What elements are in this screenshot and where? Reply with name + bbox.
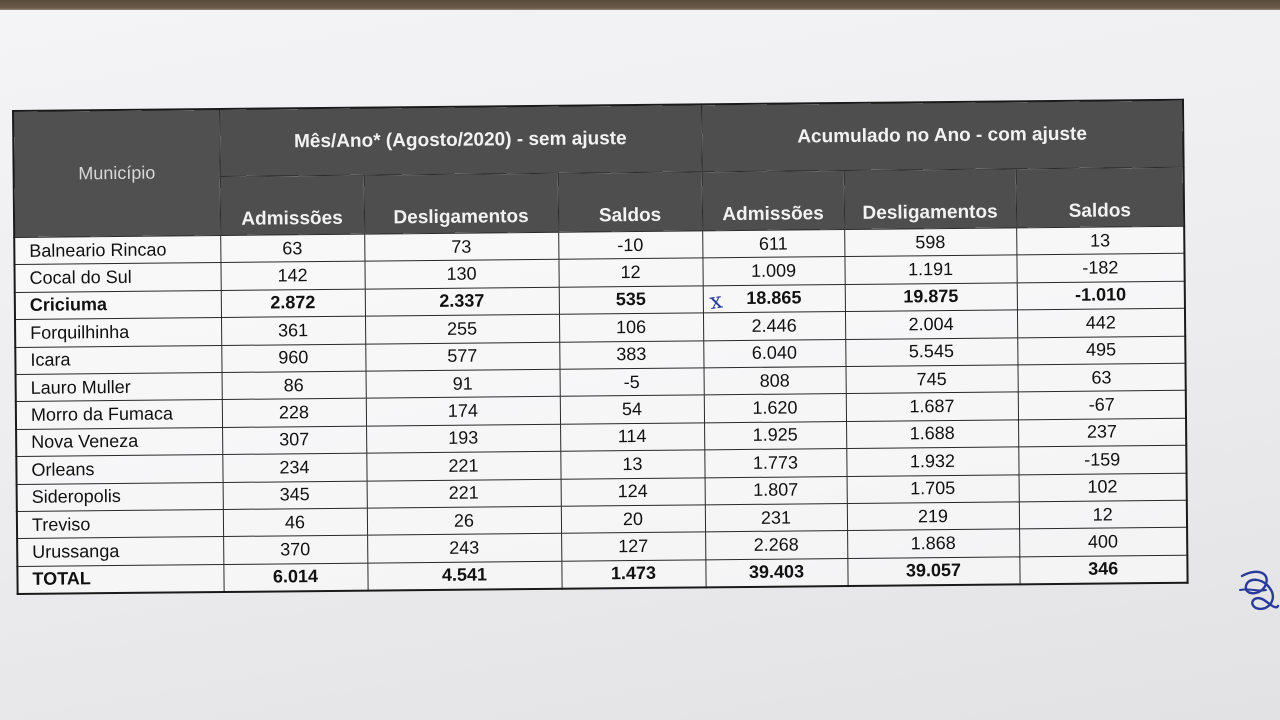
cell-municipio: Icara <box>15 345 221 374</box>
employment-table <box>12 99 1189 595</box>
cell-value: 54 <box>560 395 704 424</box>
cell-value: 4.541 <box>367 561 561 591</box>
cell-value: 12 <box>1019 500 1187 529</box>
cell-value: 91 <box>366 369 560 398</box>
cell-value: 307 <box>222 426 366 455</box>
cell-municipio: Forquilhinha <box>15 318 221 347</box>
cell-value: 1.773 <box>704 449 846 478</box>
cell-value: 345 <box>223 481 367 510</box>
cell-value: 39.403 <box>705 558 847 587</box>
cell-municipio: Balneario Rincao <box>14 236 220 265</box>
header-desligamentos-month: Desligamentos <box>364 173 559 234</box>
cell-value: 1.191 <box>844 255 1016 284</box>
cell-value: 6.040 <box>703 339 845 368</box>
cell-value: 13 <box>1016 226 1184 255</box>
cell-value: 1.473 <box>561 560 705 589</box>
cell-value: 174 <box>366 397 560 426</box>
cell-value: 221 <box>366 451 560 480</box>
cell-value: 18.865 <box>703 284 845 313</box>
header-saldos-year: Saldos <box>1016 167 1185 228</box>
cell-value: 142 <box>220 262 364 291</box>
cell-value: 598 <box>844 228 1016 257</box>
cell-value: 20 <box>561 505 705 534</box>
header-row-groups <box>13 100 1184 179</box>
cell-value: -159 <box>1018 445 1186 474</box>
cell-value: 346 <box>1019 555 1187 585</box>
cell-municipio: Cocal do Sul <box>14 263 220 292</box>
cell-value: 26 <box>367 506 561 535</box>
table-body <box>14 226 1187 594</box>
cell-value: 2.446 <box>703 312 845 341</box>
header-group-month: Mês/Ano* (Agosto/2020) - sem ajuste <box>219 104 702 176</box>
header-admissoes-month: Admissões <box>220 175 365 235</box>
cell-municipio: Nova Veneza <box>16 427 222 456</box>
cell-value: 2.268 <box>705 531 847 560</box>
header-group-accumulated: Acumulado no Ano - com ajuste <box>701 100 1184 172</box>
cell-value: 5.545 <box>845 337 1017 366</box>
cell-value: -5 <box>560 368 704 397</box>
cell-value: 86 <box>222 371 366 400</box>
cell-value: 495 <box>1017 336 1185 365</box>
cell-value: 1.932 <box>846 447 1018 476</box>
cell-value: 535 <box>559 286 703 315</box>
cell-value: -67 <box>1018 391 1186 420</box>
cell-value: 63 <box>220 234 364 263</box>
cell-value: 1.620 <box>704 394 846 423</box>
cell-value: 106 <box>559 313 703 342</box>
header-admissoes-year: Admissões <box>702 171 845 231</box>
cell-value: 255 <box>365 314 559 343</box>
cell-value: 46 <box>223 508 367 537</box>
cell-value: 19.875 <box>845 283 1017 312</box>
cell-value: 114 <box>560 423 704 452</box>
cell-municipio: Treviso <box>17 509 223 538</box>
header-desligamentos-year: Desligamentos <box>844 169 1017 230</box>
cell-value: 577 <box>365 342 559 371</box>
document-table-area <box>12 99 1187 595</box>
cell-value: 234 <box>222 453 366 482</box>
cell-value: 1.868 <box>847 529 1019 558</box>
cell-value: 1.688 <box>846 420 1018 449</box>
cell-value: 361 <box>221 316 365 345</box>
cell-value: 1.009 <box>702 257 844 286</box>
cell-value: 1.925 <box>704 421 846 450</box>
cell-value: -182 <box>1016 254 1184 283</box>
cell-value: 1.807 <box>705 476 847 505</box>
cell-municipio: Lauro Muller <box>16 372 222 401</box>
cell-value: 237 <box>1018 418 1186 447</box>
cell-municipio: Sideropolis <box>17 482 223 511</box>
cell-value: 124 <box>561 477 705 506</box>
cell-value: 745 <box>846 365 1018 394</box>
cell-value: 193 <box>366 424 560 453</box>
cell-value: 808 <box>704 366 846 395</box>
cell-value: 231 <box>705 503 847 532</box>
cell-value: 73 <box>364 232 558 261</box>
cell-value: 127 <box>561 532 705 561</box>
cell-value: 442 <box>1017 308 1185 337</box>
cell-value: 960 <box>221 344 365 373</box>
cell-value: 2.872 <box>221 289 365 318</box>
cell-value: 1.705 <box>847 474 1019 503</box>
cell-value: 130 <box>364 260 558 289</box>
cell-value: 2.004 <box>845 310 1017 339</box>
cell-value: -1.010 <box>1017 281 1185 310</box>
cell-municipio: Criciuma <box>15 290 221 319</box>
handwritten-initials-icon <box>1236 566 1280 614</box>
cell-value: 243 <box>367 534 561 563</box>
cell-value: 6.014 <box>223 563 367 592</box>
cell-value: 63 <box>1018 363 1186 392</box>
cell-municipio: Urussanga <box>17 537 223 566</box>
cell-value: 228 <box>222 398 366 427</box>
cell-value: 13 <box>560 450 704 479</box>
cell-value: 400 <box>1019 528 1187 557</box>
cell-value: 221 <box>367 479 561 508</box>
cell-value: 102 <box>1019 473 1187 502</box>
cell-value: 219 <box>847 502 1019 531</box>
cell-value: 2.337 <box>365 287 559 316</box>
cell-value: 1.687 <box>846 392 1018 421</box>
cell-municipio: Orleans <box>16 455 222 484</box>
cell-municipio: TOTAL <box>17 564 223 594</box>
cell-value: -10 <box>558 231 702 260</box>
cell-value: 12 <box>558 258 702 287</box>
cell-value: 39.057 <box>847 557 1019 587</box>
handwritten-x-mark: x <box>708 288 725 316</box>
header-municipio: Município <box>13 109 220 237</box>
cell-value: 611 <box>702 230 844 259</box>
cell-value: 383 <box>559 340 703 369</box>
cell-value: 370 <box>223 535 367 564</box>
header-saldos-month: Saldos <box>558 172 703 232</box>
cell-municipio: Morro da Fumaca <box>16 400 222 429</box>
